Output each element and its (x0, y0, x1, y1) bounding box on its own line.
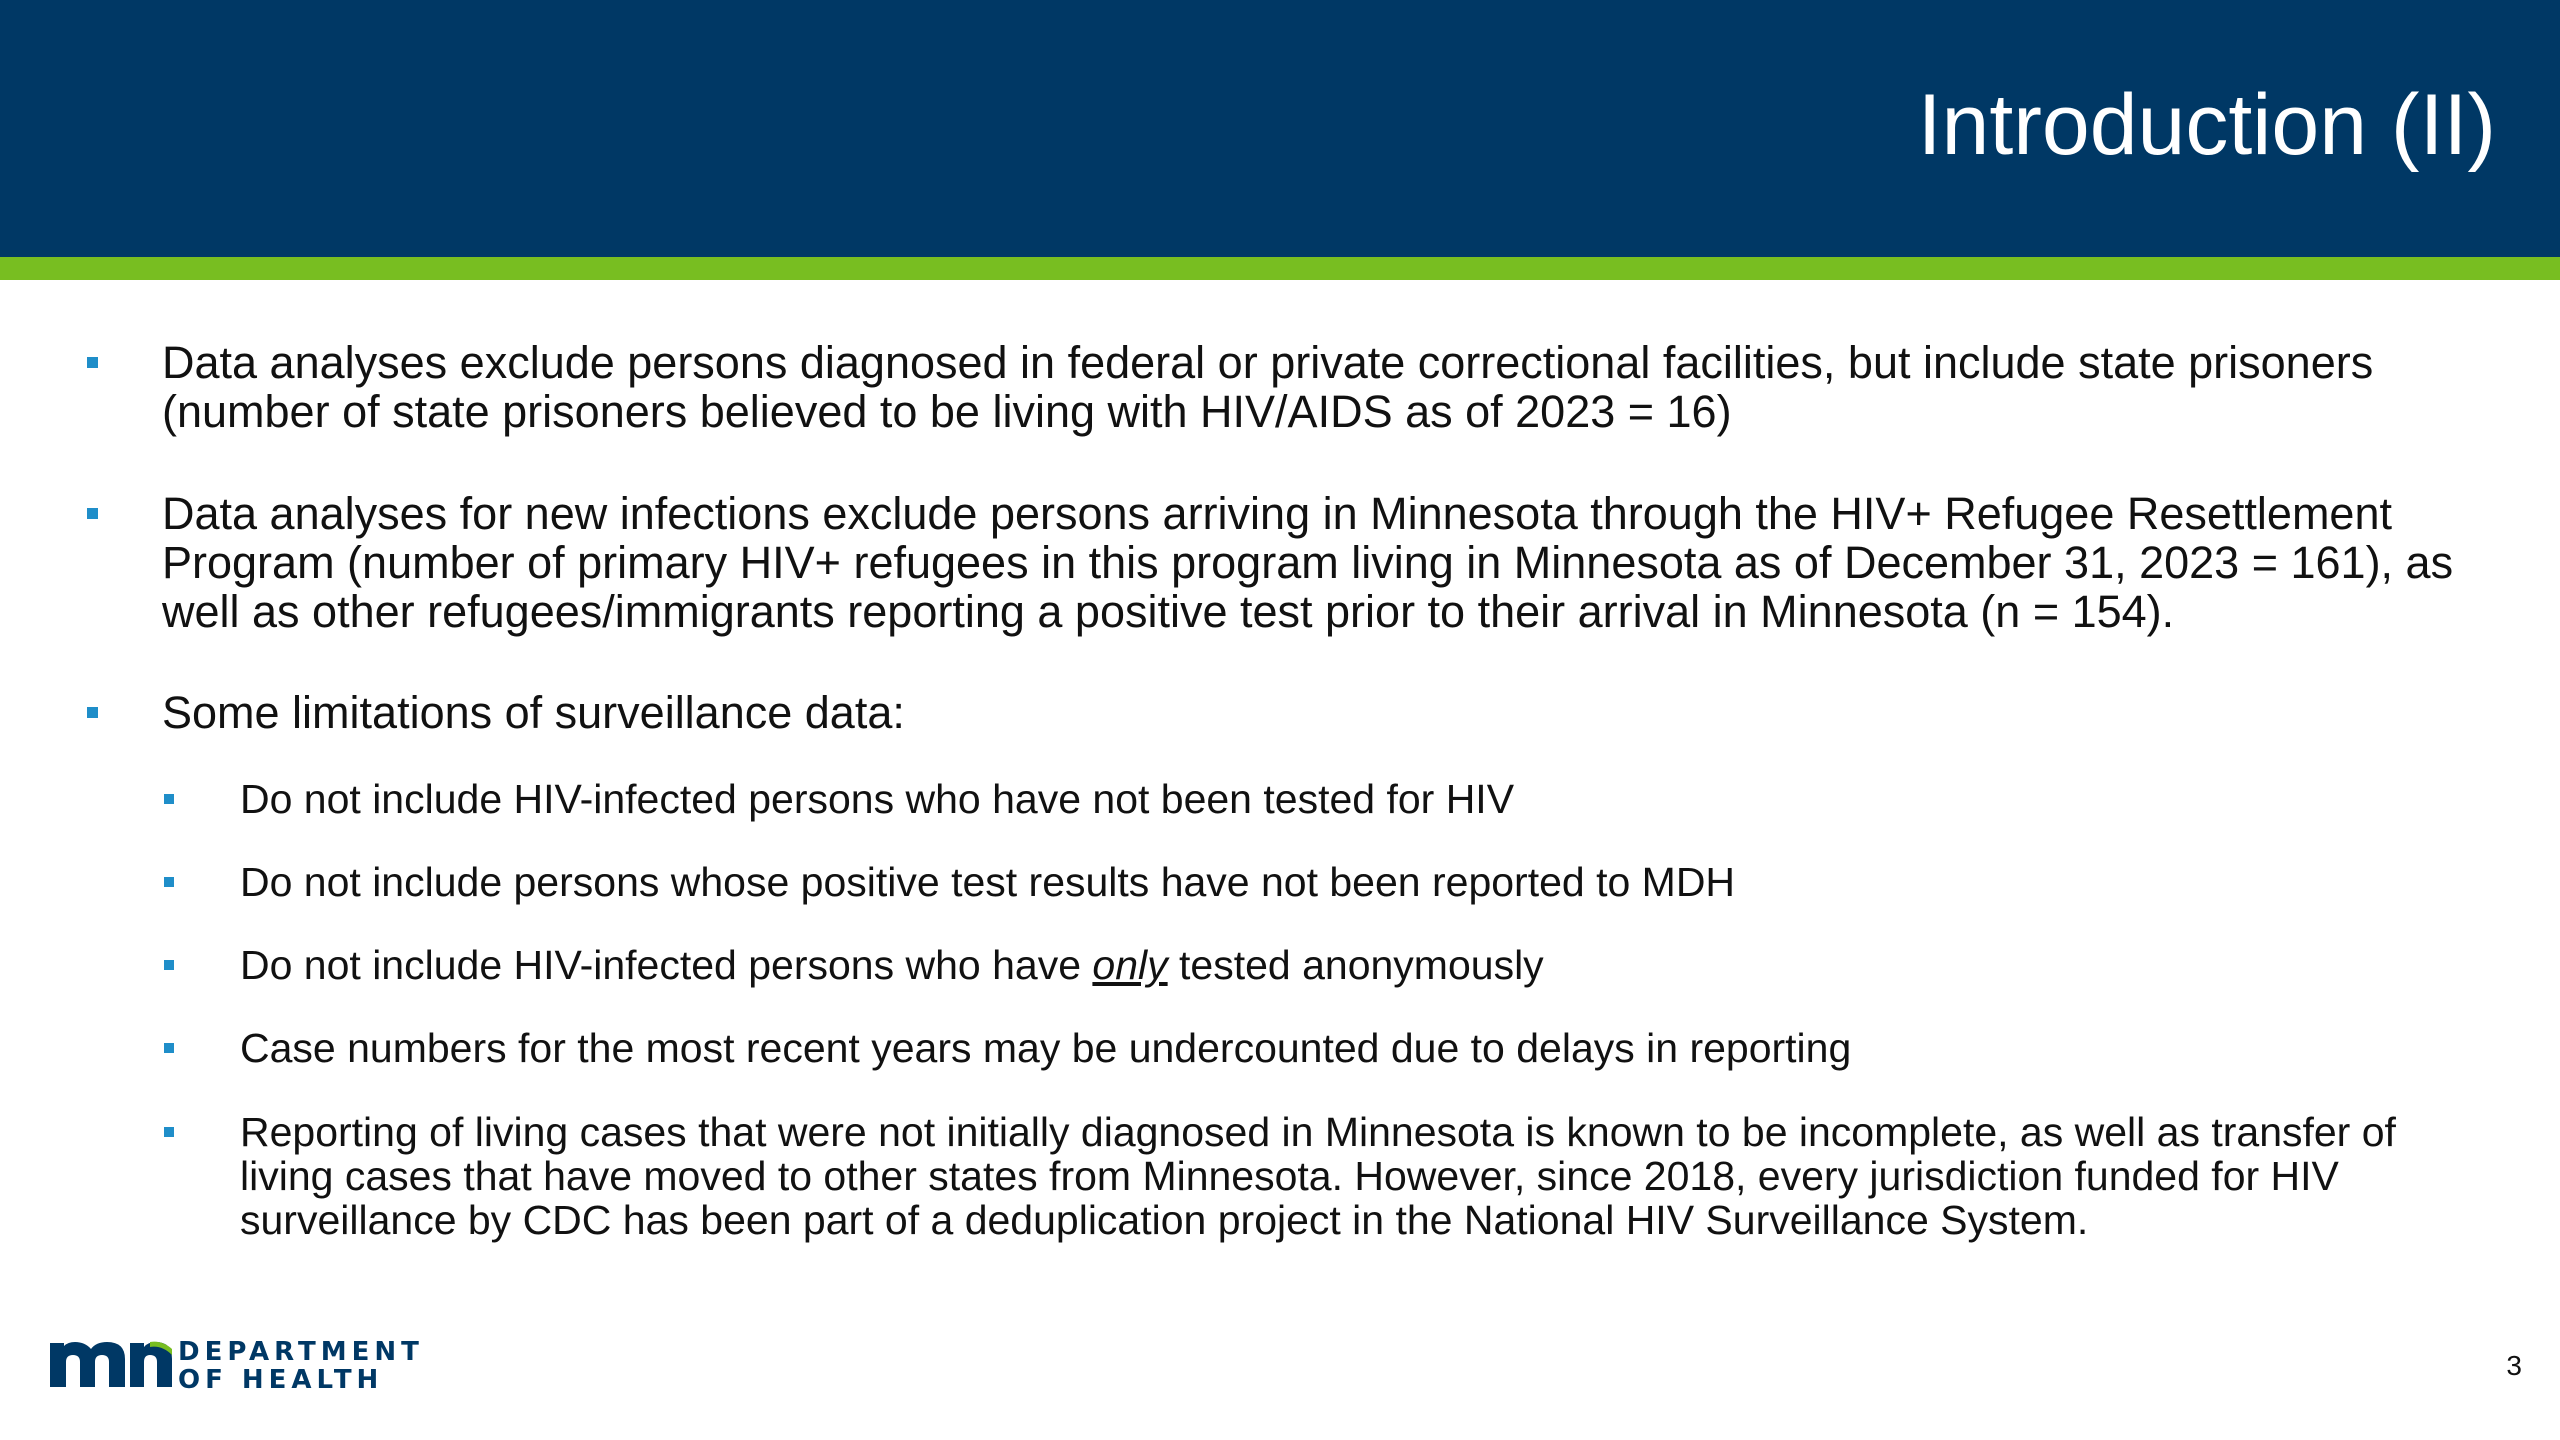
bullet-square-icon (164, 1127, 174, 1137)
page-number: 3 (2506, 1350, 2522, 1381)
sub-bullet-text: Do not include HIV-infected persons who have only tested anonymously (240, 942, 1544, 988)
slide-title: Introduction (II) (1917, 77, 2496, 173)
emphasis-only: only (1092, 942, 1168, 988)
sub-bullet-text: Reporting of living cases that were not initially diagnosed in Minnesota is known to be incomplete, as well as transfer of living cases that have moved to other states from Minnesota. However, since 2018, every jurisdiction funded for HIV surveillance by CDC has been part of a deduplication project in the National HIV Surveillance System. (240, 1109, 2396, 1243)
sub-bullet-item (240, 1110, 2470, 1242)
bullet-square-icon (87, 357, 98, 368)
bullet-item (162, 688, 2462, 737)
bullet-item (162, 489, 2462, 636)
sub-bullet-text: Do not include persons whose positive test results have not been reported to MDH (240, 859, 1736, 905)
sub-bullet-item (240, 860, 2470, 904)
sub-bullet-item (240, 1026, 2470, 1070)
bullet-square-icon (87, 707, 98, 718)
bullet-square-icon (164, 877, 174, 887)
sub-bullet-item (240, 943, 2470, 987)
bullet-square-icon (164, 794, 174, 804)
sub-bullet-text: Case numbers for the most recent years may be undercounted due to delays in reporting (240, 1025, 1852, 1071)
bullet-square-icon (164, 960, 174, 970)
bullet-text: Some limitations of surveillance data: (162, 687, 905, 738)
logo-text: DEPARTMENT OF HEALTH (178, 1337, 424, 1395)
bullet-item (162, 338, 2462, 436)
sub-bullet-text: Do not include HIV-infected persons who have not been tested for HIV (240, 776, 1515, 822)
bullet-text: Data analyses for new infections exclude persons arriving in Minnesota through the HIV+ Refugee Resettlement Program (number of primary HIV+ refugees in this program living in Minnesota as of December 31, 2023 = 161), as well as other refugees/immigrants reporting a positive test prior to their arrival in Minnesota (n = 154). (162, 488, 2454, 637)
bullet-square-icon (164, 1043, 174, 1053)
bullet-text: Data analyses exclude persons diagnosed in federal or private correctional facilities, but include state prisoners (number of state prisoners believed to be living with HIV/AIDS as of 2023 = 16) (162, 337, 2374, 437)
sub-bullet-item (240, 777, 2470, 821)
bullet-square-icon (87, 508, 98, 519)
